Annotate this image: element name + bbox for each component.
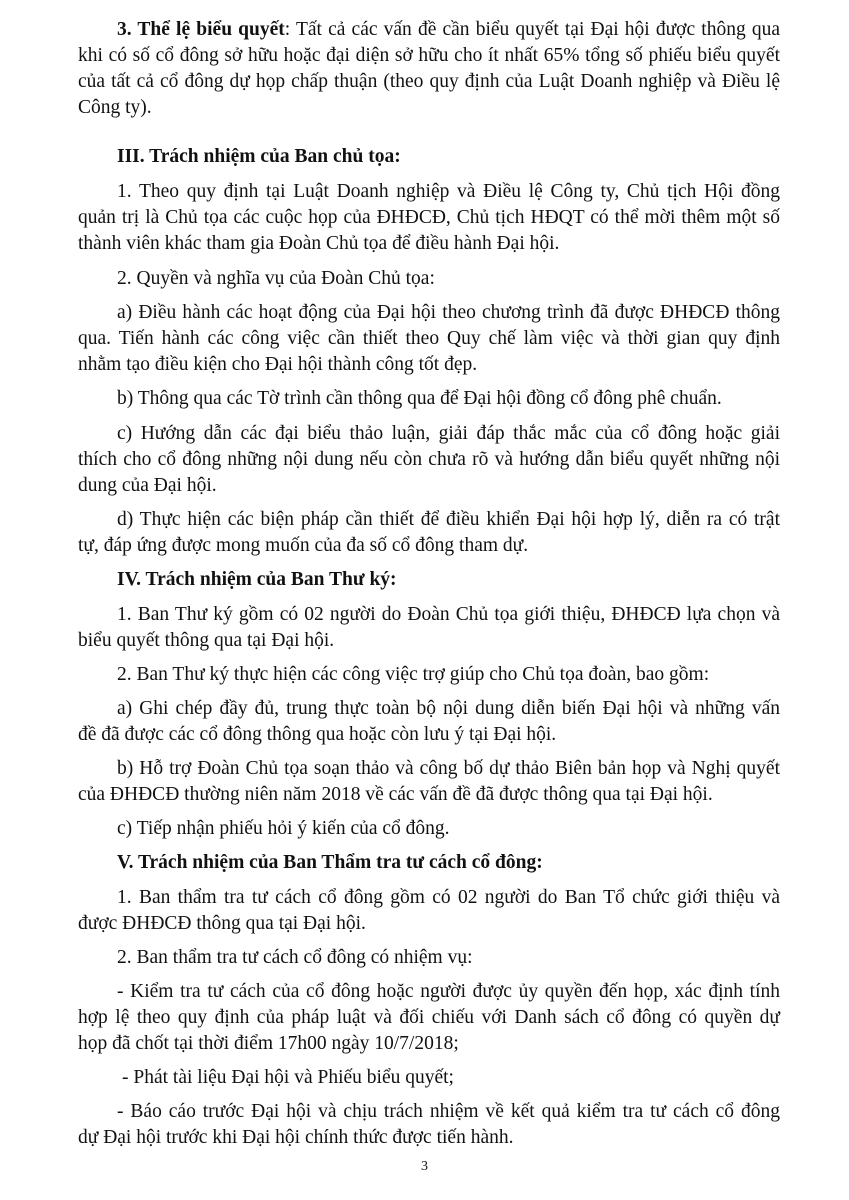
- paragraph-line: 1. Ban thẩm tra tư cách cổ đông gồm có 02 người do Ban Tổ chức giới thiệu và: [117, 887, 780, 908]
- paragraph-line: c) Tiếp nhận phiếu hỏi ý kiến của cổ đông.: [117, 818, 450, 839]
- line-text: : Tất cả các vấn đề cần biểu quyết tại Đại hội được thông qua: [284, 19, 780, 40]
- paragraph-line: 1. Theo quy định tại Luật Doanh nghiệp và Điều lệ Công ty, Chủ tịch Hội đồng: [117, 181, 780, 202]
- paragraph-line: - Kiểm tra tư cách của cổ đông hoặc người được ủy quyền đến họp, xác định tính: [117, 981, 780, 1002]
- paragraph-line: thành viên khác tham gia Đoàn Chủ tọa để điều hành Đại hội.: [78, 233, 560, 254]
- paragraph-line: của ĐHĐCĐ thường niên năm 2018 về các vấn đề đã được thông qua tại Đại hội.: [78, 784, 713, 805]
- paragraph-line: họp đã chốt tại thời điểm 17h00 ngày 10/7/2018;: [78, 1033, 459, 1054]
- paragraph-line: hợp lệ theo quy định của pháp luật và đối chiếu với Danh sách cổ đông có quyền dự: [78, 1007, 780, 1028]
- paragraph-line: 2. Quyền và nghĩa vụ của Đoàn Chủ tọa:: [117, 268, 435, 289]
- paragraph-line: b) Hỗ trợ Đoàn Chủ tọa soạn thảo và công bố dự thảo Biên bản họp và Nghị quyết: [117, 758, 780, 779]
- paragraph-line: a) Ghi chép đầy đủ, trung thực toàn bộ nội dung diễn biến Đại hội và những vấn: [117, 698, 780, 719]
- paragraph-line: quản trị là Chủ tọa các cuộc họp của ĐHĐCĐ, Chủ tịch HĐQT có thể mời thêm một số: [78, 207, 780, 228]
- paragraph-line: 1. Ban Thư ký gồm có 02 người do Đoàn Chủ tọa giới thiệu, ĐHĐCĐ lựa chọn và: [117, 604, 780, 625]
- voting-rule-heading: 3. Thể lệ biểu quyết: [117, 19, 285, 40]
- paragraph-line: đề đã được các cổ đông thông qua hoặc còn lưu ý tại Đại hội.: [78, 724, 557, 745]
- paragraph-line: a) Điều hành các hoạt động của Đại hội theo chương trình đã được ĐHĐCĐ thông: [117, 302, 780, 323]
- paragraph-line: [117, 18, 780, 42]
- paragraph-line: biểu quyết thông qua tại Đại hội.: [78, 630, 335, 651]
- paragraph-line: qua. Tiến hành các công việc cần thiết theo Quy chế làm việc và thời gian quy định: [78, 328, 780, 349]
- section-heading-iii: III. Trách nhiệm của Ban chủ tọa:: [117, 146, 401, 167]
- paragraph-line: - Báo cáo trước Đại hội và chịu trách nhiệm về kết quả kiểm tra tư cách cổ đông: [117, 1101, 780, 1122]
- paragraph-line: b) Thông qua các Tờ trình cần thông qua để Đại hội đồng cổ đông phê chuẩn.: [117, 388, 722, 409]
- paragraph-line: được ĐHĐCĐ thông qua tại Đại hội.: [78, 913, 366, 934]
- paragraph-line: của tất cả cổ đông dự họp chấp thuận (theo quy định của Luật Doanh nghiệp và Điều lệ: [78, 71, 780, 92]
- paragraph-line: khi có số cổ đông sở hữu hoặc đại diện sở hữu cho ít nhất 65% tổng số phiếu biểu quyết: [78, 45, 780, 66]
- section-heading-iv: IV. Trách nhiệm của Ban Thư ký:: [117, 569, 397, 590]
- paragraph-line: thích cho cổ đông những nội dung nếu còn chưa rõ và hướng dẫn biểu quyết những nội: [78, 449, 780, 470]
- paragraph-line: 2. Ban thẩm tra tư cách cổ đông có nhiệm vụ:: [117, 947, 473, 968]
- paragraph-line: nhằm tạo điều kiện cho Đại hội thành công tốt đẹp.: [78, 354, 478, 375]
- section-heading-v: V. Trách nhiệm của Ban Thẩm tra tư cách cổ đông:: [117, 852, 543, 873]
- paragraph-line: c) Hướng dẫn các đại biểu thảo luận, giải đáp thắc mắc của cổ đông hoặc giải: [117, 423, 780, 444]
- paragraph-line: - Phát tài liệu Đại hội và Phiếu biểu quyết;: [122, 1067, 454, 1088]
- paragraph-line: 2. Ban Thư ký thực hiện các công việc trợ giúp cho Chủ tọa đoàn, bao gồm:: [117, 664, 710, 685]
- paragraph-line: d) Thực hiện các biện pháp cần thiết để điều khiển Đại hội hợp lý, diễn ra có trật: [117, 509, 780, 530]
- paragraph-line: tự, đáp ứng được mong muốn của đa số cổ đông tham dự.: [78, 535, 529, 556]
- paragraph-line: dung của Đại hội.: [78, 475, 217, 496]
- page-number: 3: [421, 1159, 428, 1174]
- paragraph-line: dự Đại hội trước khi Đại hội chính thức được tiến hành.: [78, 1127, 514, 1148]
- paragraph-line: Công ty).: [78, 97, 152, 118]
